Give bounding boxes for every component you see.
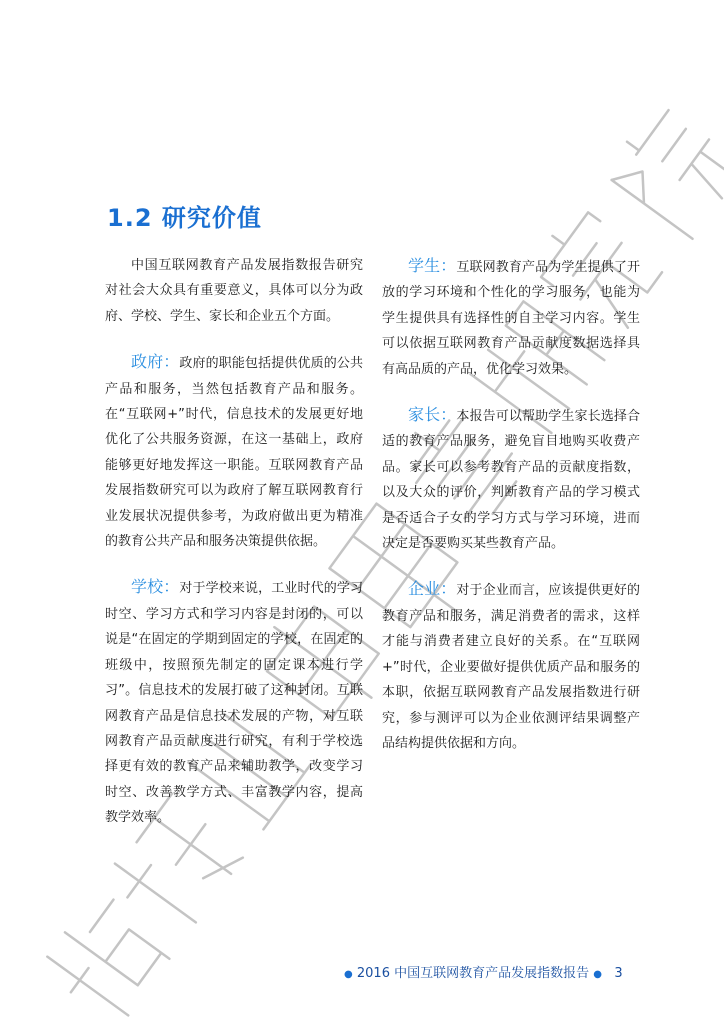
footer-title: 2016 中国互联网教育产品发展指数报告 — [356, 966, 590, 981]
student-text: 互联网教育产品为学生提供了开放的学习环境和个性化的学习服务，也能为学生提供具有选择性的自主学习内容。学生可以依据互联网教育产品贡献度数据选择具有高品质的产品，优化学习效果。 — [382, 260, 640, 377]
left-column — [105, 253, 363, 851]
enterprise-text: 对于企业而言，应该提供更好的教育产品和服务，满足消费者的需求，这样才能与消费者建立良好的关系。在“互联网+”时代，企业要做好提供优质产品和服务的本职，依据互联网教育产品发展指数进行研究，参与测评可以为企业依测评结果调整产品结构提供依据和方向。 — [382, 583, 640, 751]
footer-bullet-icon: ● — [593, 969, 602, 980]
parent-label: 家长： — [408, 405, 457, 425]
page-number: 3 — [614, 966, 623, 981]
parent-paragraph — [382, 402, 640, 556]
student-label: 学生： — [408, 256, 457, 275]
right-column — [382, 253, 640, 776]
enterprise-paragraph — [382, 576, 640, 756]
school-paragraph — [105, 574, 363, 830]
page-footer — [344, 962, 644, 981]
section-title: 1.2 研究价值 — [107, 204, 262, 232]
government-text: 政府的职能包括提供优质的公共产品和服务，当然包括教育产品和服务。在“互联网+”时代，信息技术的发展更好地优化了公共服务资源，在这一基础上，政府能够更好地发挥这一职能。互联网教育产品发展指数研究可以为政府了解互联网教育行业发展状况提供参考，为政府做出更为精准的教育公共产品和服务决策提供依据。 — [105, 356, 363, 550]
parent-text: 本报告可以帮助学生家长选择合适的教育产品服务，避免盲目地购买收费产品。家长可以参考教育产品的贡献度指数，以及大众的评价，判断教育产品的学习模式是否适合子女的学习方式与学习环境，进而决定是否要购买某些教育产品。 — [382, 409, 640, 552]
intro-paragraph: 中国互联网教育产品发展指数报告研究对社会大众具有重要意义，具体可以分为政府、学校、学生、家长和企业五个方面。 — [105, 258, 363, 324]
government-label: 政府： — [131, 352, 180, 372]
footer-bullet-icon: ● — [344, 969, 353, 980]
government-paragraph — [105, 349, 363, 554]
enterprise-label: 企业： — [408, 579, 457, 599]
school-label: 学校： — [131, 577, 180, 597]
school-text: 对于学校来说，工业时代的学习时空、学习方式和学习内容是封闭的，可以说是“在固定的学期到固定的学校，在固定的班级中，按照预先制定的固定课本进行学习”。信息技术的发展打破了这种封闭。互联网教育产品是信息技术发展的产物，对互联网教育产品贡献度进行研究，有利于学校选择更有效的教育产品来辅助教学，改变学习时空、改善教学方式、丰富教学内容，提高教学效率。 — [105, 581, 363, 826]
student-paragraph — [382, 253, 640, 382]
